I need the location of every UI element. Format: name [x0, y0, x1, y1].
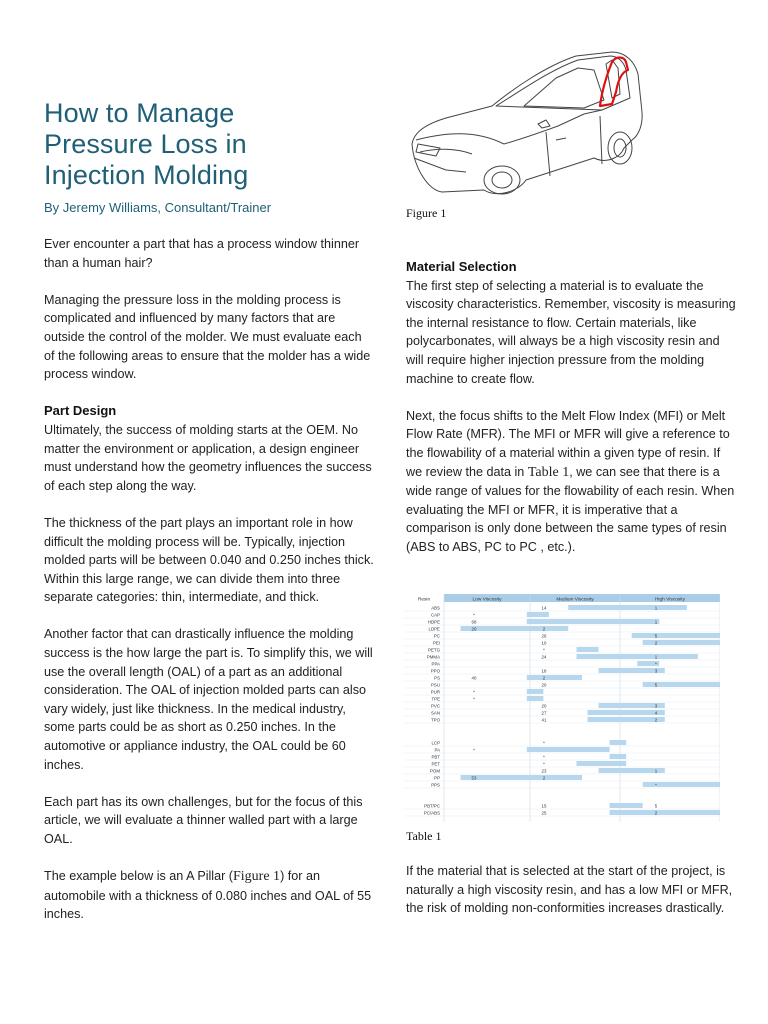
- group2-bar-LCP: [610, 740, 627, 745]
- group2-bar-PET: [576, 761, 626, 766]
- group1-bar-PC: [632, 633, 720, 638]
- group2-bar-PP: [461, 775, 582, 780]
- viscosity-table: [404, 590, 720, 826]
- group2-value-POM-2: 1: [654, 768, 658, 774]
- group1-value-PMMA-2: 1: [654, 654, 658, 660]
- group1-value-PS-1: 2: [542, 675, 546, 681]
- table-header-high: High Viscosity: [654, 597, 686, 603]
- group1-value-SAN-2: 4: [654, 710, 658, 716]
- group2-value-PP-1: 2: [542, 775, 546, 781]
- group1-resin-PPO: PPO: [430, 668, 440, 674]
- group1-value-PPA-2: *: [655, 661, 657, 667]
- group1-value-SAN-1: 27: [541, 710, 547, 716]
- group1-value-LDPE-0: 20: [471, 626, 477, 632]
- group2-bar-PBT: [610, 754, 627, 759]
- group1-bar-ABS: [568, 605, 687, 610]
- group1-value-PETG-1: *: [543, 647, 545, 653]
- table-header-medium: Medium Viscosity: [556, 597, 594, 603]
- group1-resin-PETG: PETG: [428, 647, 440, 653]
- group1-resin-PPA: PPA: [431, 661, 440, 667]
- mfi-text-start: Next, the focus shifts to the Melt Flow Index (MFI) or Melt Flow Rate (MFR). The MFI or MFR will give a reference to the flowability of a material within a given type of resin. If we review the data in: [406, 408, 730, 479]
- group3-value-PC/ABS-1: 25: [541, 810, 547, 816]
- group1-value-TPE-0: *: [473, 696, 475, 702]
- group1-value-LDPE-1: 2: [542, 626, 546, 632]
- title-line-1: How to Manage: [44, 98, 235, 128]
- group1-resin-PC: PC: [433, 633, 440, 639]
- oem-paragraph: Ultimately, the success of molding starts at the OEM. No matter the environment or application, a design engineer must understand how the geometry influences the success of each step along the way.: [44, 422, 372, 493]
- table-1-link[interactable]: Table 1: [527, 464, 570, 480]
- high-viscosity-risk-paragraph: If the material that is selected at the start of the project, is naturally a high viscosity resin, and has a low MFI or MFR, the risk of molding non-conformities increases drastically.: [406, 864, 733, 916]
- group3-resin-PBT/PC: PBT/PC: [424, 803, 440, 809]
- group1-value-TPO-2: 2: [654, 717, 658, 723]
- group1-value-PSU-2: 5: [654, 682, 658, 688]
- group1-bar-CAP: [527, 612, 549, 617]
- group1-value-ABS-1: 14: [541, 605, 547, 611]
- group1-value-PPO-1: 18: [541, 668, 547, 674]
- group2-value-LCP-1: *: [543, 740, 545, 746]
- group1-value-PC-2: 5: [654, 633, 658, 639]
- group1-resin-PS: PS: [434, 675, 440, 681]
- group1-value-PVC-2: 3: [654, 703, 658, 709]
- material-selection-heading: Material Selection: [406, 259, 517, 274]
- group3-resin-PC/ABS: PC/ABS: [423, 810, 440, 816]
- group2-value-PP-0: 53: [471, 775, 477, 781]
- table-header-resin: Resin: [417, 597, 431, 603]
- group1-bar-TPO: [588, 717, 665, 722]
- mfi-text-end: , we can see that there is a wide range of values for the flowability of each resin. When evaluating the MFI or MFR, it is imperative that a comparison is only done between the same types of resin (ABS to ABS, PC to PC , etc.).: [406, 464, 735, 554]
- group1-value-PC-1: 26: [541, 633, 547, 639]
- group1-bar-TPE: [527, 696, 544, 701]
- group2-value-PPS-2: *: [655, 782, 657, 788]
- group1-value-HDPE-2: 1: [654, 619, 658, 625]
- challenges-paragraph: Each part has its own challenges, but for the focus of this article, we will evaluate a thinner walled part with a large OAL.: [44, 794, 363, 846]
- group1-resin-HDPE: HDPE: [427, 619, 440, 625]
- group1-value-HDPE-0: 68: [471, 619, 477, 625]
- oal-paragraph: Another factor that can drastically influence the molding success is the how large the part is. To simplify this, we will use the overall length (OAL) of a part as an additional consideration. The OAL of injection molded parts can also vary widely, just like thickness. In the medical industry, some parts could be as short as 0.250 inches. In the automotive or appliance industry, the OAL could be 60 inches.: [44, 627, 373, 772]
- group1-value-PUR-0: *: [473, 689, 475, 695]
- group1-value-ABS-2: 1: [654, 605, 658, 611]
- intro-paragraph: Ever encounter a part that has a process window thinner than a human hair?: [44, 237, 360, 270]
- article-title: [44, 98, 374, 191]
- group2-bar-PA: [527, 747, 610, 752]
- thickness-paragraph: The thickness of the part plays an important role in how difficult the molding process will be. Typically, injection molded parts will be between 0.040 and 0.250 inches thick. Within this large range, we can divide them into three separate categories: thin, intermediate, and thick.: [44, 515, 374, 605]
- group1-value-PPO-2: 3: [654, 668, 658, 674]
- right-column-bottom: [406, 862, 736, 918]
- byline: By Jeremy Williams, Consultant/Trainer: [44, 200, 272, 215]
- group2-value-PA-0: *: [473, 747, 475, 753]
- group1-bar-HDPE: [527, 619, 659, 624]
- group1-resin-TPE: TPE: [431, 696, 440, 702]
- group3-value-PBT/PC-1: 15: [541, 803, 547, 809]
- group1-resin-PVC: PVC: [430, 703, 440, 709]
- group2-value-PBT-1: *: [543, 754, 545, 760]
- group1-resin-ABS: ABS: [431, 605, 440, 611]
- right-column-top: [406, 258, 736, 557]
- group1-resin-TPO: TPO: [430, 717, 440, 723]
- group1-bar-SAN: [588, 710, 665, 715]
- group1-resin-SAN: SAN: [430, 710, 440, 716]
- group2-value-PET-1: *: [543, 761, 545, 767]
- group1-resin-PMMA: PMMA: [426, 654, 440, 660]
- group1-resin-PSU: PSU: [430, 682, 440, 688]
- group1-resin-PEI: PEI: [432, 640, 440, 646]
- a-pillar-text-end: ) for an automobile with a thickness of 0.080 inches and OAL of 55 inches.: [44, 869, 372, 922]
- group2-resin-PPS: PPS: [431, 782, 440, 788]
- group1-value-PS-0: 40: [471, 675, 477, 681]
- group1-value-CAP-0: *: [473, 612, 475, 618]
- group3-value-PC/ABS-2: 2: [654, 810, 658, 816]
- group1-value-PEI-1: 10: [541, 640, 547, 646]
- group1-bar-PUR: [527, 689, 544, 694]
- title-line-2: Pressure Loss in: [44, 129, 247, 159]
- group1-value-PEI-2: 2: [654, 640, 658, 646]
- figure-1-link[interactable]: Figure 1: [233, 869, 281, 885]
- group1-bar-PMMA: [576, 654, 697, 659]
- group2-resin-PP: PP: [434, 775, 440, 781]
- group3-bar-PBT/PC: [610, 803, 643, 808]
- group2-resin-PBT: PBT: [431, 754, 440, 760]
- group1-value-PSU-1: 20: [541, 682, 547, 688]
- group1-resin-CAP: CAP: [430, 612, 440, 618]
- group1-bar-PETG: [576, 647, 598, 652]
- mfi-paragraph: [406, 407, 736, 557]
- group1-value-PVC-1: 20: [541, 703, 547, 709]
- group1-value-TPO-1: 41: [541, 717, 547, 723]
- group3-bar-PC/ABS: [610, 810, 720, 815]
- group1-resin-LDPE: LDPE: [428, 626, 440, 632]
- part-design-heading: Part Design: [44, 403, 117, 419]
- left-column: [44, 98, 374, 924]
- pressure-loss-paragraph: Managing the pressure loss in the molding process is complicated and influenced by many factors that are outside the control of the molder. We must evaluate each of the following areas to ensure that the molder has a wide process window.: [44, 292, 371, 382]
- group1-value-PMMA-1: 24: [541, 654, 547, 660]
- car-illustration: [406, 40, 646, 205]
- group1-resin-PUR: PUR: [430, 689, 440, 695]
- group2-resin-PA: PA: [434, 747, 440, 753]
- group2-resin-PET: PET: [431, 761, 440, 767]
- viscosity-paragraph: The first step of selecting a material is to evaluate the viscosity characteristics. Remember, viscosity is measuring the internal resistance to flow. Certain materials, like polycarbonates, will always be a high viscosity resin and will require higher injection pressure from the molding machine to create flow.: [406, 278, 736, 386]
- a-pillar-paragraph: [44, 867, 374, 924]
- group2-resin-LCP: LCP: [431, 740, 440, 746]
- group3-value-PBT/PC-2: 5: [654, 803, 658, 809]
- group1-bar-PS: [527, 675, 582, 680]
- table-header-low: Low Viscosity: [472, 597, 502, 603]
- group2-value-POM-1: 23: [541, 768, 547, 774]
- table-1-caption: Table 1: [406, 829, 442, 843]
- group2-resin-POM: POM: [429, 768, 440, 774]
- group1-bar-LDPE: [461, 626, 569, 631]
- title-line-3: Injection Molding: [44, 160, 249, 190]
- figure-1-caption: Figure 1: [406, 206, 447, 220]
- a-pillar-text-start: The example below is an A Pillar (: [44, 869, 233, 884]
